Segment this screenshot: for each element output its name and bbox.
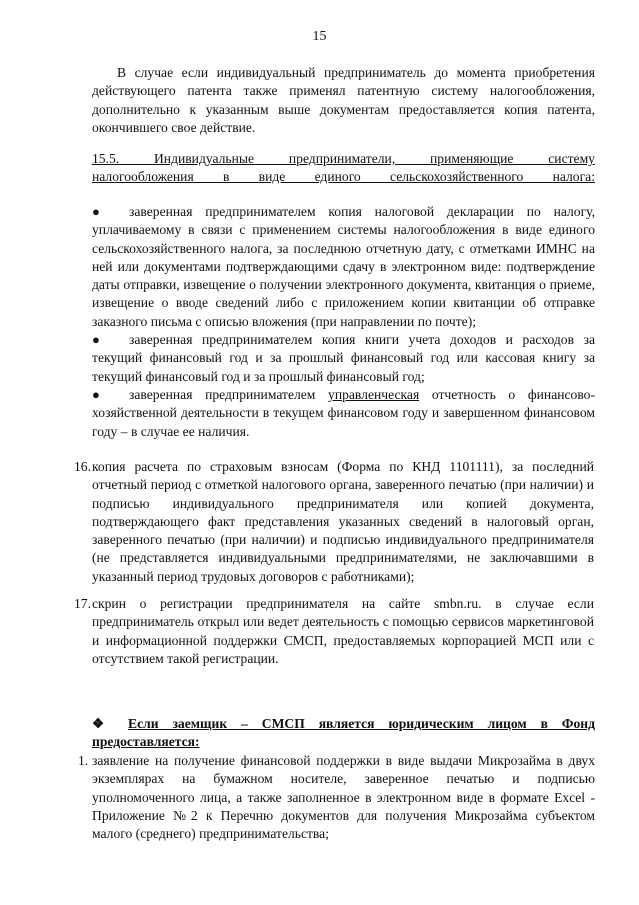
bullet-icon: ● (92, 204, 100, 219)
item-text: копия расчета по страховым взносам (Форма по КНД 1101111), за последний отчетный период с отметкой налогового органа, заверенного печатью (при наличии) и подписью индивидуального предпринимателя или копией документа, подтверждающего факт представления указанных сведений в налоговый орган, заверенного печатью (при наличии) и подписью индивидуального предпринимателя (не представляется индивидуальными предпринимателями, не заключавшими в указанный период трудовых договоров с работниками); (92, 459, 594, 584)
list-item (92, 331, 595, 386)
bullet-list (92, 203, 595, 441)
diamond-bullet-icon: ❖ (92, 716, 105, 731)
list-item (92, 386, 595, 441)
section-title: Индивидуальные предприниматели, применяющие систему налогообложения в виде единого сельскохозяйственного налога: (92, 151, 595, 185)
item-number: 16. (74, 459, 91, 474)
legal-list-item-1 (78, 752, 595, 843)
legal-entity-heading (92, 715, 595, 752)
section-number: 15.5. (92, 151, 120, 166)
bullet-icon: ● (92, 332, 100, 348)
item-text: скрин о регистрации предпринимателя на сайте smbn.ru. в случае если предприниматель открыл или ведет деятельность с помощью сервисов маркетинговой и информационной поддержки СМСП, предоставляемых корпорацией МСП или с отсутствием такой регистрации. (92, 596, 594, 666)
intro-paragraph: В случае если индивидуальный предприниматель до момента приобретения действующего патента также применял патентную систему налогообложения, дополнительно к указанным выше документам предоставляется копия патента, окончившего свое действие. (92, 65, 595, 135)
bullet-icon: ● (92, 386, 100, 402)
section-15-5-heading (92, 150, 595, 187)
bullet-text: заверенная предпринимателем копия налоговой декларации по налогу, уплачиваемому в связи с применением системы налогообложения в виде единого сельскохозяйственного налога, за последнюю отчетную дату, с отметками ИМНС на ней или документами подтверждающими сдачу в электронном виде: подтверждение даты отправки, извещение о получении электронного документа, квитанция о приеме, извещение о вводе сведений либо с приложением копии квитанции об отправке заказного письма с описью вложения (при направлении по почте); (92, 204, 595, 329)
item-text: заявление на получение финансовой поддержки в виде выдачи Микрозайма в двух экземплярах на бумажном носителе, заверенное печатью и подписью уполномоченного лица, а также заполненное в электронном виде в формате Excel - Приложение №2 к Перечню документов для получения Микрозайма субъектом малого (среднего) предпринимательства; (92, 753, 595, 842)
item-number: 17. (74, 596, 91, 611)
list-item-17 (74, 595, 594, 668)
bullet-text: заверенная предпринимателем управленческая отчетность о финансово-хозяйственной деятельности в текущем финансовом году и завершенном финансовом году – в случае ее наличия. (92, 386, 595, 439)
item-number: 1. (78, 753, 89, 768)
underlined-word: управленческая (328, 386, 420, 402)
legal-heading-text: Если заемщик – СМСП является юридическим лицом в Фонд предоставляется: (92, 716, 595, 750)
list-item-16 (74, 458, 594, 586)
bullet-text: заверенная предпринимателем копия книги учета доходов и расходов за текущий финансовый год и за прошлый финансовый год или кассовая книгу за текущий финансовый год и за прошлый финансовый год; (92, 332, 595, 384)
page-number: 15 (312, 29, 327, 44)
list-item (92, 203, 595, 331)
